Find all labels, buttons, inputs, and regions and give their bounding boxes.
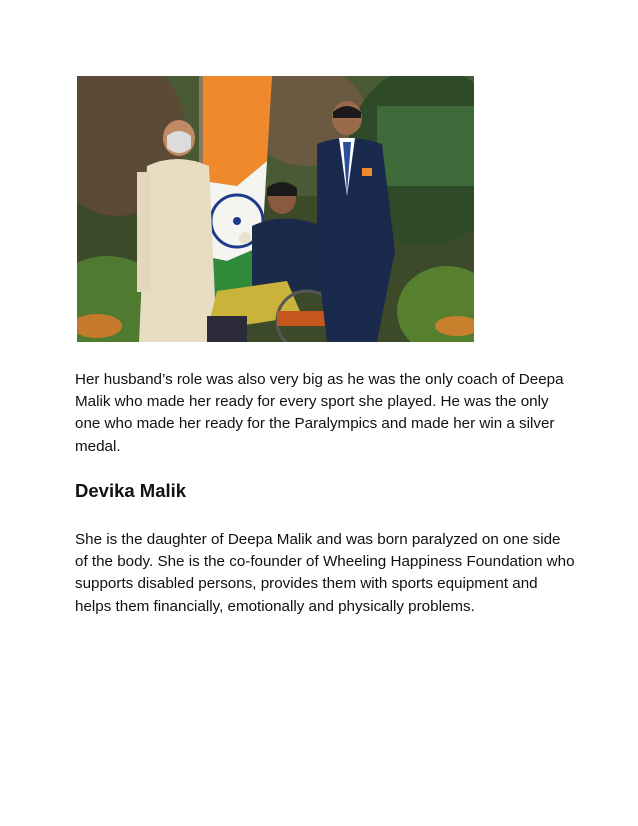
paragraph-devika-malik: She is the daughter of Deepa Malik and was born paralyzed on one side of the body. She is the co-founder of Wheeling Happiness Foundation who supports disabled persons, provides them with sports equipment and helps them financially, emotionally and physically problems. [75, 531, 575, 615]
award-ceremony-photo [77, 76, 474, 342]
section-heading: Devika Malik [75, 480, 187, 501]
paragraph-husband-role: Her husband’s role was also very big as he was the only coach of Deepa Malik who made her ready for every sport she played. He was the only one who made her ready for the Paralympics and made her win a silver medal. [75, 371, 564, 455]
